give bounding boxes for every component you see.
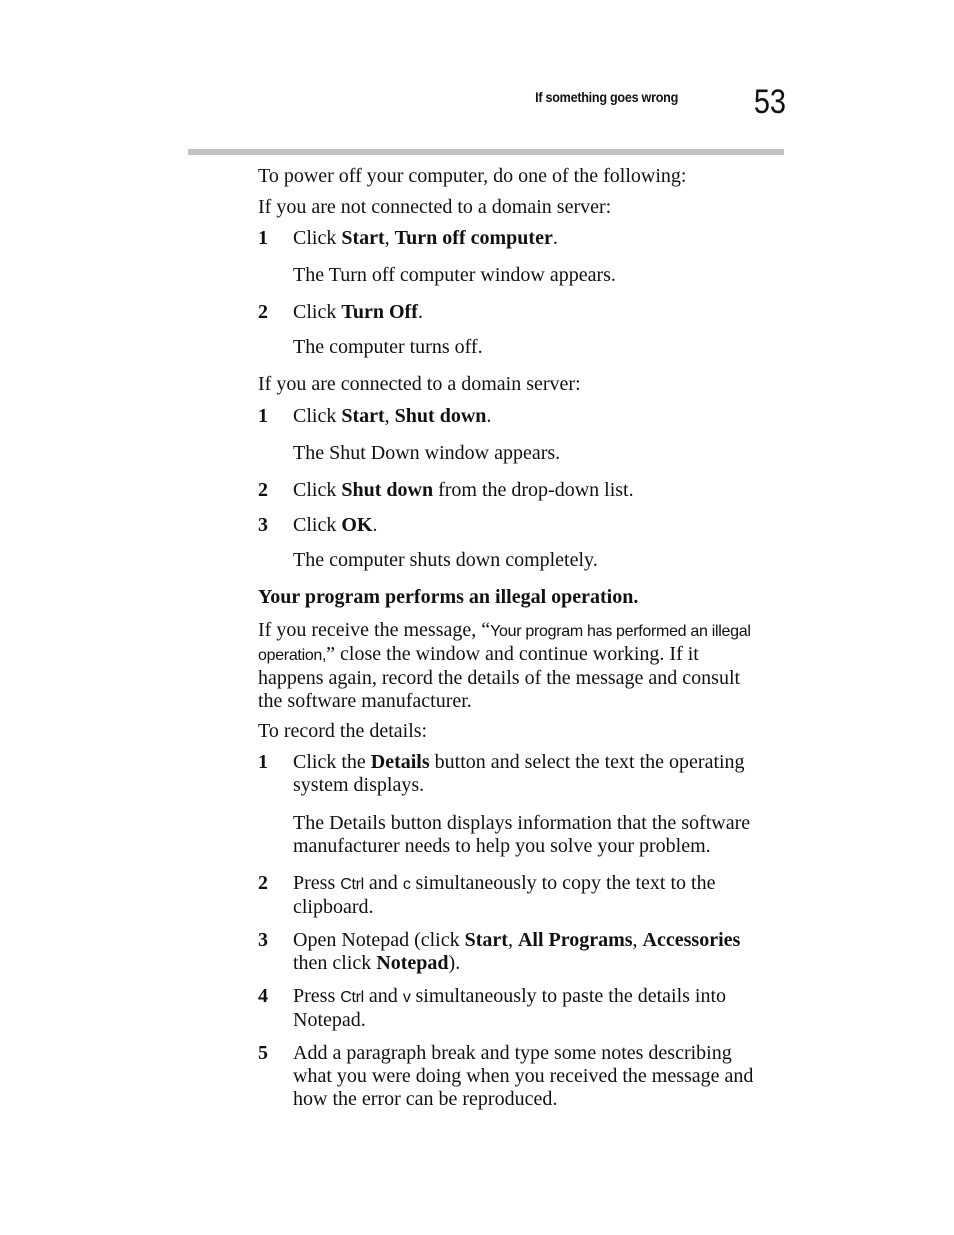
intro-paragraph: To power off your computer, do one of the following:: [258, 165, 687, 187]
step-number: 2: [258, 479, 268, 501]
step-number: 4: [258, 985, 268, 1007]
key-label: Ctrl: [340, 876, 364, 893]
step-text: Press Ctrl and c simultaneously to copy the text to the clipboard.: [293, 872, 716, 918]
message-paragraph: If you receive the message, “Your program has performed an illegal operation,” close the window and continue working. If it happens again, record the details of the message and consult the software manufacturer.: [258, 619, 751, 712]
key-label: Ctrl: [340, 989, 364, 1006]
step-text: Click Shut down from the drop-down list.: [293, 479, 634, 501]
step-number: 3: [258, 929, 268, 951]
step-number: 1: [258, 405, 268, 427]
step-text: Click OK.: [293, 514, 378, 536]
step-number: 1: [258, 227, 268, 249]
record-details-paragraph: To record the details:: [258, 720, 428, 742]
step-text: Add a paragraph break and type some notes describing what you were doing when you received the message and how the error can be reproduced.: [293, 1042, 754, 1110]
error-message-text: operation,: [258, 647, 327, 664]
error-message-text: Your program has performed an illegal: [490, 623, 751, 640]
section-heading: Your program performs an illegal operation.: [258, 586, 639, 608]
not-connected-paragraph: If you are not connected to a domain server:: [258, 196, 612, 218]
step-text: Click Start, Turn off computer.: [293, 227, 558, 249]
step-number: 5: [258, 1042, 268, 1064]
step-number: 2: [258, 872, 268, 894]
step-number: 1: [258, 751, 268, 773]
step-text: Click Turn Off.: [293, 301, 423, 323]
step-text: Open Notepad (click Start, All Programs, Accessories then click Notepad).: [293, 929, 741, 974]
header-rule: [188, 149, 784, 155]
key-label: v: [402, 989, 411, 1006]
page-number: 53: [753, 83, 786, 121]
page-header-title: If something goes wrong: [535, 89, 678, 105]
connected-paragraph: If you are connected to a domain server:: [258, 373, 581, 395]
step-text: Click the Details button and select the text the operating system displays.: [293, 751, 745, 796]
step-number: 3: [258, 514, 268, 536]
step-text: Click Start, Shut down.: [293, 405, 492, 427]
key-label: c: [402, 876, 411, 893]
step-number: 2: [258, 301, 268, 323]
step-text: Press Ctrl and v simultaneously to paste the details into Notepad.: [293, 985, 727, 1031]
